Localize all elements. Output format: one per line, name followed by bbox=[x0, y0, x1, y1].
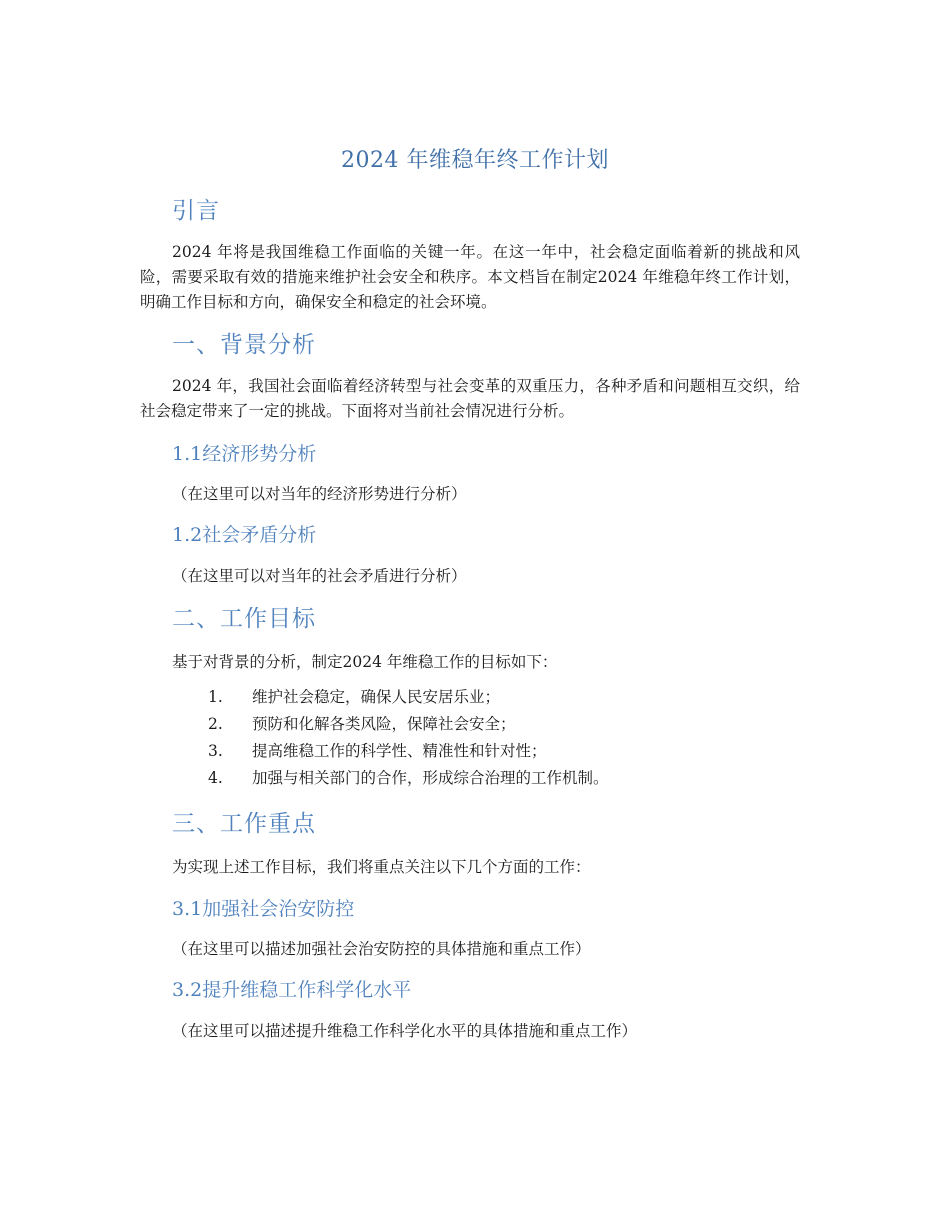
section3-heading: 三、工作重点 bbox=[172, 811, 316, 837]
list-item-number: 4. bbox=[208, 769, 223, 787]
list-item-number: 1. bbox=[208, 688, 223, 706]
document-title: 2024 年维稳年终工作计划 bbox=[341, 148, 609, 173]
section3-sub2-heading: 3.2提升维稳工作科学化水平 bbox=[172, 979, 412, 1001]
section1-sub2-heading: 1.2社会矛盾分析 bbox=[172, 524, 317, 546]
section2-heading: 二、工作目标 bbox=[172, 606, 316, 632]
section3-sub1-note: （在这里可以描述加强社会治安防控的具体措施和重点工作） bbox=[172, 940, 591, 958]
goals-list bbox=[208, 684, 609, 792]
list-item bbox=[208, 738, 609, 765]
list-item bbox=[208, 711, 609, 738]
section2-paragraph: 基于对背景的分析，制定2024 年维稳工作的目标如下： bbox=[172, 653, 558, 671]
section1-paragraph: 2024 年，我国社会面临着经济转型与社会变革的双重压力，各种矛盾和问题相互交织，给社会稳定带来了一定的挑战。下面将对当前社会情况进行分析。 bbox=[140, 377, 800, 420]
list-item-text: 加强与相关部门的合作，形成综合治理的工作机制。 bbox=[252, 769, 609, 787]
intro-paragraph: 2024 年将是我国维稳工作面临的关键一年。在这一年中，社会稳定面临着新的挑战和风险，需要采取有效的措施来维护社会安全和秩序。本文档旨在制定2024 年维稳年终工作计划，明确工作目标和方向，确保安全和稳定的社会环境。 bbox=[140, 243, 800, 311]
section1-sub1-note: （在这里可以对当年的经济形势进行分析） bbox=[172, 485, 467, 503]
section3-sub1-heading: 3.1加强社会治安防控 bbox=[172, 898, 355, 920]
section3-sub2-note: （在这里可以描述提升维稳工作科学化水平的具体措施和重点工作） bbox=[172, 1022, 638, 1040]
section1-sub1-heading: 1.1经济形势分析 bbox=[172, 443, 317, 465]
section1-sub2-note: （在这里可以对当年的社会矛盾进行分析） bbox=[172, 567, 467, 585]
list-item-text: 提高维稳工作的科学性、精准性和针对性； bbox=[252, 742, 547, 760]
section3-paragraph: 为实现上述工作目标，我们将重点关注以下几个方面的工作： bbox=[172, 858, 591, 876]
list-item-text: 预防和化解各类风险，保障社会安全； bbox=[252, 715, 516, 733]
list-item-text: 维护社会稳定，确保人民安居乐业； bbox=[252, 688, 501, 706]
intro-heading: 引言 bbox=[172, 198, 220, 224]
list-item-number: 3. bbox=[208, 742, 223, 760]
list-item bbox=[208, 765, 609, 792]
list-item bbox=[208, 684, 609, 711]
list-item-number: 2. bbox=[208, 715, 223, 733]
section1-heading: 一、背景分析 bbox=[172, 332, 316, 358]
